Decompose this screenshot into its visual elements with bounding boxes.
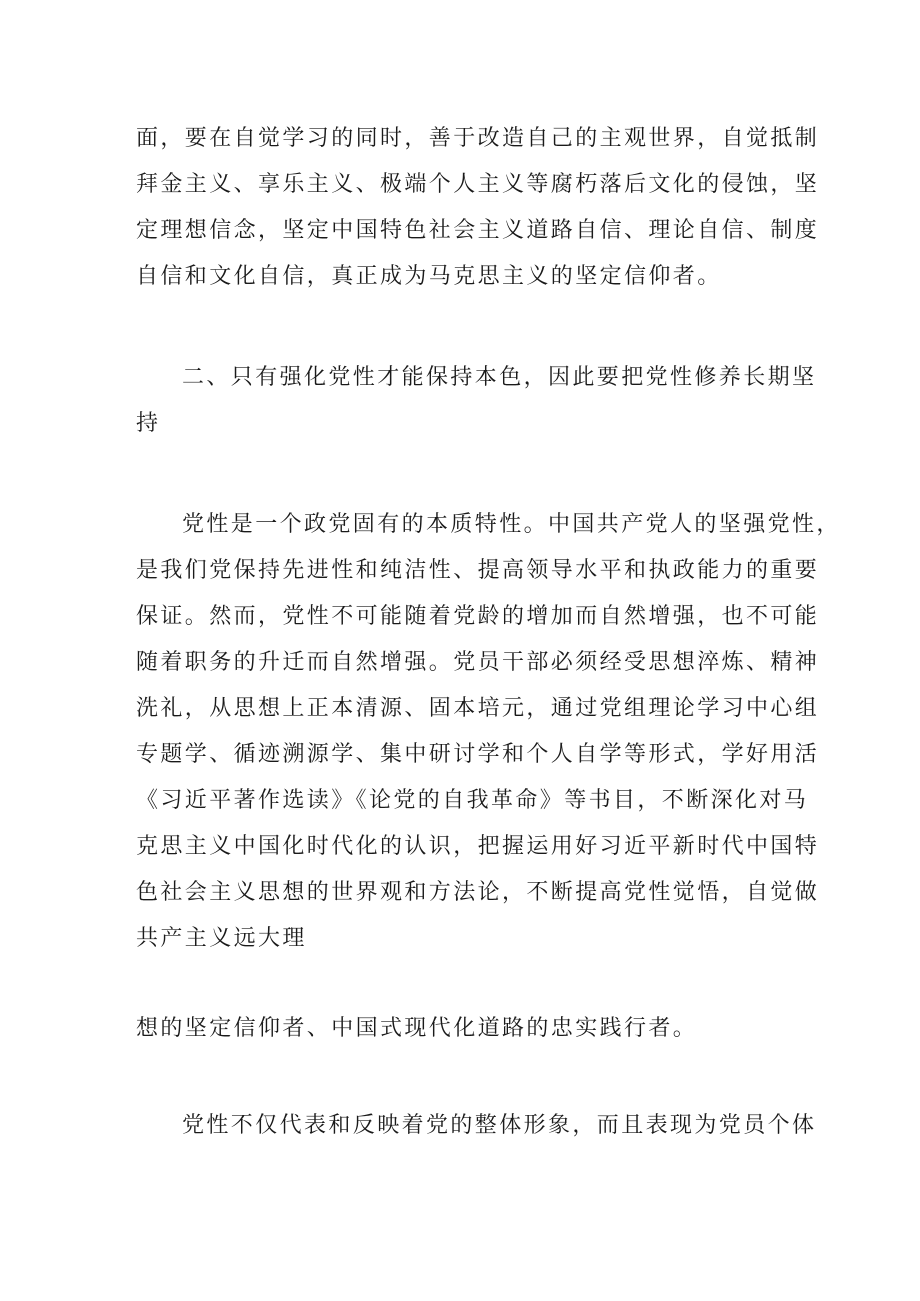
paragraph-3-line-1: 想的坚定信仰者、中国式现代化道路的忠实践行者。: [136, 1016, 698, 1041]
paragraph-2-line-10: 共产主义远大理: [136, 926, 307, 951]
section-heading-line-2: 持: [136, 411, 161, 436]
section-heading-line-1: 二、只有强化党性才能保持本色，因此要把党性修养长期坚: [182, 365, 817, 390]
paragraph-2-line-7: 《习近平著作选读》《论党的自我革命》等书目，不断深化对马: [136, 788, 809, 813]
paragraph-2-line-3: 保证。然而，党性不可能随着党龄的增加而自然增强，也不可能: [136, 604, 820, 629]
paragraph-2-line-4: 随着职务的升迁而自然增强。党员干部必须经受思想淬炼、精神: [136, 650, 820, 675]
paragraph-2-line-6: 专题学、循迹溯源学、集中研讨学和个人自学等形式，学好用活: [136, 742, 820, 767]
paragraph-2-line-1: 党性是一个政党固有的本质特性。中国共产党人的坚强党性，: [182, 512, 841, 537]
paragraph-2-line-9: 色社会主义思想的世界观和方法论，不断提高党性觉悟，自觉做: [136, 880, 820, 905]
paragraph-2-line-5: 洗礼，从思想上正本清源、固本培元，通过党组理论学习中心组: [136, 696, 820, 721]
paragraph-1-line-4: 自信和文化自信，真正成为马克思主义的坚定信仰者。: [136, 264, 722, 289]
paragraph-1-line-1: 面，要在自觉学习的同时，善于改造自己的主观世界，自觉抵制: [136, 126, 820, 151]
paragraph-2-line-2: 是我们党保持先进性和纯洁性、提高领导水平和执政能力的重要: [136, 558, 820, 583]
paragraph-1-line-2: 拜金主义、享乐主义、极端个人主义等腐朽落后文化的侵蚀，坚: [136, 172, 820, 197]
paragraph-2-line-8: 克思主义中国化时代化的认识，把握运用好习近平新时代中国特: [136, 834, 820, 859]
paragraph-4-line-1: 党性不仅代表和反映着党的整体形象，而且表现为党员个体: [182, 1113, 817, 1138]
paragraph-1-line-3: 定理想信念，坚定中国特色社会主义道路自信、理论自信、制度: [136, 218, 820, 243]
